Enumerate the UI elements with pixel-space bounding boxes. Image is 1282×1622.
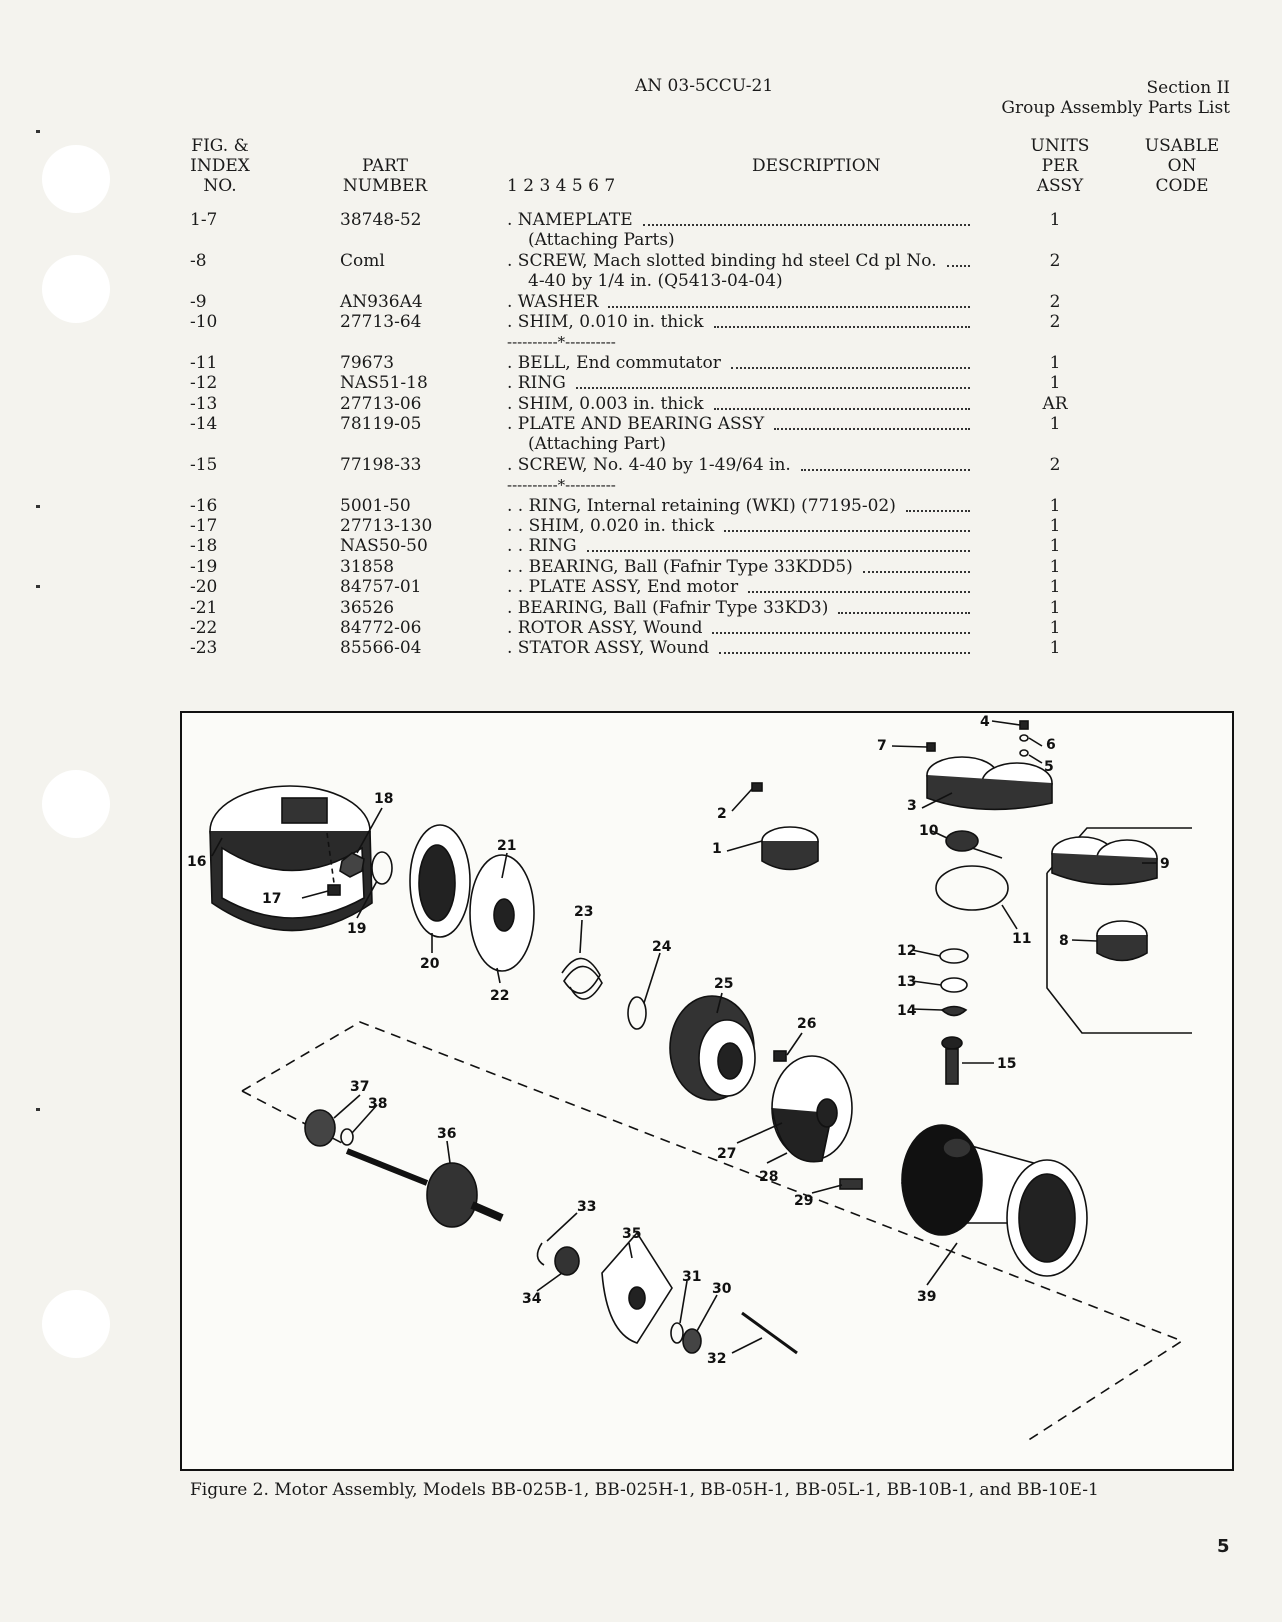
table-row	[180, 455, 1060, 475]
leader-dots	[719, 652, 970, 654]
plate-14	[942, 1007, 966, 1016]
col-usable: USABLE ON CODE	[1144, 136, 1220, 196]
callout: 37	[350, 1079, 370, 1095]
col-part-number: PART NUMBER	[342, 156, 428, 196]
row-part-number: 27713-64	[340, 312, 422, 332]
table-row	[180, 373, 1060, 393]
figure-2	[180, 711, 1234, 1471]
brush-29	[840, 1179, 862, 1189]
table-row	[180, 496, 1060, 516]
leader-dots	[712, 632, 970, 634]
row-description: . BEARING, Ball (Fafnir Type 33KD3)	[507, 597, 829, 618]
callout: 12	[897, 943, 917, 959]
row-description: . NAMEPLATE	[507, 210, 633, 230]
margin-mark	[36, 585, 40, 588]
nut-30	[683, 1329, 701, 1353]
ring-12	[940, 949, 968, 963]
section-title: Group Assembly Parts List	[1001, 98, 1230, 118]
table-row	[180, 312, 1060, 332]
row-units: 1	[1049, 210, 1061, 230]
leader-dots	[731, 367, 970, 369]
row-units: 1	[1049, 495, 1061, 516]
bearing-34	[555, 1247, 579, 1275]
callout: 2	[717, 806, 727, 822]
callout: 26	[797, 1016, 817, 1032]
row-part-number: 84757-01	[340, 577, 422, 598]
row-description: . PLATE AND BEARING ASSY	[507, 414, 765, 434]
callout: 38	[368, 1096, 388, 1112]
callout: 32	[707, 1351, 727, 1367]
row-index: -14	[190, 414, 218, 434]
callout: 21	[497, 838, 517, 854]
section-label: Section II	[1146, 78, 1230, 98]
table-row	[180, 332, 1060, 352]
leader-dots	[863, 571, 970, 573]
callout: 13	[897, 974, 917, 990]
row-index: -11	[190, 352, 218, 373]
callout: 18	[374, 791, 394, 807]
table-row	[180, 230, 1060, 250]
callout: 35	[622, 1226, 642, 1242]
screw-17	[328, 885, 340, 895]
row-index: -18	[190, 536, 218, 557]
leader-dots	[714, 408, 970, 410]
callout: 28	[759, 1169, 779, 1185]
row-units: 1	[1049, 516, 1061, 536]
screw-32	[742, 1313, 797, 1353]
table-row	[180, 638, 1060, 658]
row-description: . SHIM, 0.010 in. thick	[507, 312, 704, 332]
callout: 15	[997, 1056, 1017, 1072]
row-units: 1	[1049, 597, 1061, 618]
callout: 4	[980, 714, 990, 730]
washer-31	[671, 1323, 683, 1343]
callout: 31	[682, 1269, 702, 1285]
row-units: 1	[1049, 618, 1061, 638]
callout: 3	[907, 798, 917, 814]
row-index: -16	[190, 495, 218, 516]
doc-number: AN 03-5CCU-21	[635, 76, 774, 96]
leader-dots	[587, 550, 970, 552]
ring-38	[341, 1129, 353, 1145]
callout: 34	[522, 1291, 542, 1307]
col-units: UNITS PER ASSY	[1030, 136, 1090, 196]
callout: 17	[262, 891, 282, 907]
row-index: -15	[190, 454, 218, 475]
row-index: -12	[190, 373, 218, 394]
row-units: 2	[1049, 250, 1061, 271]
row-units: 1	[1049, 638, 1061, 659]
callout: 24	[652, 939, 672, 955]
row-part-number: 78119-05	[340, 414, 422, 434]
leader-dots	[643, 224, 970, 226]
leader-dots	[801, 469, 970, 471]
binder-hole	[42, 1290, 110, 1358]
leader-dots	[774, 428, 970, 430]
callout: 27	[717, 1146, 737, 1162]
row-description: . BELL, End commutator	[507, 352, 721, 373]
row-units: 1	[1049, 536, 1061, 557]
bearing-37	[305, 1110, 335, 1146]
table-row	[180, 292, 1060, 312]
row-index: -19	[190, 556, 218, 577]
table-row	[180, 210, 1060, 230]
leader-dots	[608, 306, 970, 308]
leader-dots	[947, 265, 970, 267]
rotor-36	[347, 1151, 502, 1227]
row-units: 2	[1049, 291, 1061, 312]
table-row	[180, 475, 1060, 495]
table-row	[180, 414, 1060, 434]
row-index: -13	[190, 393, 218, 414]
col-description: DESCRIPTION	[752, 156, 881, 176]
row-part-number: NAS50-50	[340, 536, 428, 557]
callout: 14	[897, 1003, 917, 1019]
shim-10	[946, 831, 1002, 858]
table-row	[180, 557, 1060, 577]
row-description: (Attaching Part)	[528, 434, 666, 455]
row-description: . SCREW, Mach slotted binding hd steel Cd pl No.	[507, 250, 937, 271]
row-part-number: 38748-52	[340, 210, 422, 230]
callout: 9	[1160, 856, 1170, 872]
binder-hole	[42, 145, 110, 213]
leader-dots	[838, 612, 970, 614]
row-description: . SCREW, No. 4-40 by 1-49/64 in.	[507, 454, 791, 475]
table-row	[180, 516, 1060, 536]
ring-33	[537, 1243, 544, 1265]
cover-9	[1052, 837, 1157, 884]
row-part-number: 36526	[340, 597, 395, 618]
cap-8	[1097, 921, 1147, 961]
washer-5	[1020, 750, 1028, 756]
row-part-number: AN936A4	[340, 291, 423, 312]
row-index: -9	[190, 291, 207, 312]
figure-caption: Figure 2. Motor Assembly, Models BB-025B-1, BB-025H-1, BB-05H-1, BB-05L-1, BB-10B-1, and BB-10E-1	[190, 1480, 1099, 1500]
row-description: . ROTOR ASSY, Wound	[507, 618, 703, 638]
row-units: 1	[1049, 414, 1061, 434]
row-description: ----------*----------	[507, 476, 616, 495]
screw-4	[1020, 721, 1028, 729]
callout: 7	[877, 738, 887, 754]
table-row	[180, 577, 1060, 597]
row-part-number: NAS51-18	[340, 373, 428, 394]
motor-assembly-illustration	[182, 713, 1232, 1469]
table-row	[180, 271, 1060, 291]
stator-25	[670, 996, 755, 1100]
row-part-number: 27713-130	[340, 516, 433, 536]
row-description: . STATOR ASSY, Wound	[507, 638, 710, 659]
row-units: 1	[1049, 352, 1061, 373]
table-row	[180, 536, 1060, 556]
callout: 36	[437, 1126, 457, 1142]
shim-13	[941, 978, 967, 992]
callout: 29	[794, 1193, 814, 1209]
table-row	[180, 598, 1060, 618]
table-row	[180, 618, 1060, 638]
row-part-number: 84772-06	[340, 618, 422, 638]
margin-mark	[36, 505, 40, 508]
row-description: 4-40 by 1/4 in. (Q5413-04-04)	[528, 271, 783, 292]
row-description: . . RING	[507, 536, 577, 557]
row-index: 1-7	[190, 210, 218, 230]
row-description: . RING	[507, 373, 566, 394]
housing-39	[902, 1125, 1087, 1276]
leader-dots	[576, 387, 970, 389]
leader-dots	[748, 591, 970, 593]
row-description: . . PLATE ASSY, End motor	[507, 577, 739, 598]
row-description: (Attaching Parts)	[528, 230, 675, 251]
gasket-11	[936, 866, 1008, 910]
row-part-number: 79673	[340, 352, 395, 373]
col-indent: 1 2 3 4 5 6 7	[507, 176, 616, 196]
callout: 11	[1012, 931, 1032, 947]
row-units: 1	[1049, 577, 1061, 598]
row-description: . . RING, Internal retaining (WKI) (77195-02)	[507, 495, 896, 516]
callout: 8	[1059, 933, 1069, 949]
margin-mark	[36, 130, 40, 133]
row-part-number: 27713-06	[340, 393, 422, 414]
callout: 6	[1046, 737, 1056, 753]
callout: 16	[187, 854, 207, 870]
screw-7	[927, 743, 935, 751]
row-units: 2	[1049, 454, 1061, 475]
row-part-number: 77198-33	[340, 454, 422, 475]
row-units: 2	[1049, 312, 1061, 332]
callout: 25	[714, 976, 734, 992]
row-units: 1	[1049, 556, 1061, 577]
row-description: ----------*----------	[507, 333, 616, 352]
row-description: . . BEARING, Ball (Fafnir Type 33KDD5)	[507, 556, 853, 577]
callout: 39	[917, 1289, 937, 1305]
row-index: -17	[190, 516, 218, 536]
table-row	[180, 434, 1060, 454]
table-row	[180, 393, 1068, 414]
screw-15	[942, 1037, 962, 1084]
callout: 10	[919, 823, 939, 839]
callout: 1	[712, 841, 722, 857]
table-row	[180, 353, 1060, 373]
row-units: AR	[1042, 393, 1068, 414]
leader-dots	[906, 510, 970, 512]
row-part-number: 5001-50	[340, 495, 411, 516]
row-index: -22	[190, 618, 218, 638]
callout: 23	[574, 904, 594, 920]
callout: 22	[490, 988, 510, 1004]
binder-hole	[42, 255, 110, 323]
washer-24	[628, 997, 646, 1029]
row-index: -8	[190, 250, 207, 271]
callout: 19	[347, 921, 367, 937]
leader-dots	[714, 326, 970, 328]
callout: 30	[712, 1281, 732, 1297]
row-description: . SHIM, 0.003 in. thick	[507, 393, 704, 414]
spring-23	[562, 958, 602, 999]
row-index: -23	[190, 638, 218, 659]
row-units: 1	[1049, 373, 1061, 394]
row-description: . WASHER	[507, 291, 599, 312]
screw-2	[752, 783, 762, 791]
washer-19	[372, 852, 392, 884]
callout: 33	[577, 1199, 597, 1215]
nameplate-1	[762, 827, 818, 870]
margin-mark	[36, 1108, 40, 1111]
callout: 20	[420, 956, 440, 972]
row-part-number: 31858	[340, 556, 395, 577]
row-part-number: Coml	[340, 250, 385, 271]
page-number: 5	[1217, 1536, 1230, 1557]
row-index: -21	[190, 597, 218, 618]
row-part-number: 85566-04	[340, 638, 422, 659]
screw-26	[774, 1051, 786, 1061]
row-description: . . SHIM, 0.020 in. thick	[507, 516, 715, 536]
binder-hole	[42, 770, 110, 838]
leader-dots	[724, 530, 970, 532]
cover-3	[927, 757, 1052, 809]
col-fig-index: FIG. & INDEX NO.	[190, 136, 250, 196]
washer-6	[1020, 735, 1028, 741]
callout: 5	[1044, 759, 1054, 775]
bell-27-28	[772, 1056, 852, 1162]
row-index: -10	[190, 312, 218, 332]
table-row	[180, 251, 1060, 271]
row-index: -20	[190, 577, 218, 598]
